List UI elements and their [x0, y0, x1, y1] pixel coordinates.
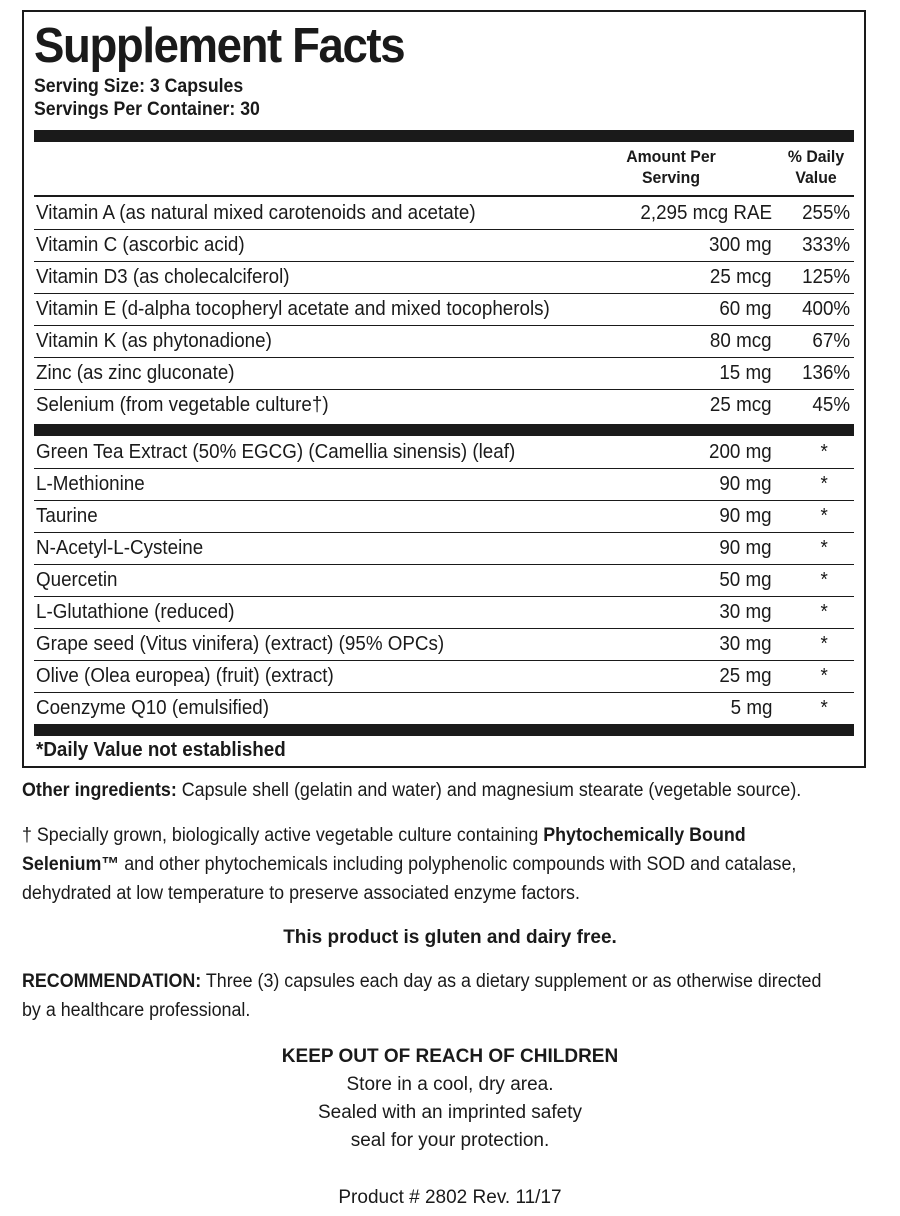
amount-per-serving: 300 mg	[709, 234, 772, 256]
bottom-thick-rule	[34, 724, 854, 736]
header-dv-line2: Value	[795, 168, 837, 187]
daily-value: *	[820, 633, 828, 655]
nutrient-name: Vitamin A (as natural mixed carotenoids and acetate)	[36, 202, 476, 224]
table-row	[34, 229, 854, 262]
top-thick-rule	[34, 130, 854, 142]
servings-per-container: Servings Per Container: 30	[34, 99, 260, 120]
header-amount-line1: Amount Per	[626, 147, 716, 166]
table-row	[34, 596, 854, 629]
nutrient-name: Taurine	[36, 505, 98, 527]
dagger-note-bold-b: Selenium™	[22, 854, 120, 875]
nutrient-name: Selenium (from vegetable culture†)	[36, 394, 329, 416]
amount-per-serving: 50 mg	[719, 569, 772, 591]
table-row	[34, 436, 854, 469]
daily-value: 45%	[812, 394, 850, 416]
warning-line1: Store in a cool, dry area.	[346, 1074, 554, 1095]
daily-value: *	[820, 569, 828, 591]
nutrient-name: Coenzyme Q10 (emulsified)	[36, 697, 270, 719]
dagger-note-text-b: and other phytochemicals including polyphenolic compounds with SOD and catalase,	[119, 854, 797, 875]
daily-value: *	[820, 537, 828, 559]
panel-inner	[34, 12, 854, 766]
header-amount-per-serving	[611, 146, 732, 188]
daily-value: 400%	[801, 298, 850, 320]
amount-per-serving: 25 mg	[719, 665, 772, 687]
amount-per-serving: 30 mg	[719, 601, 772, 623]
table-row	[34, 325, 854, 358]
nutrient-name: L-Glutathione (reduced)	[36, 601, 235, 623]
table-row	[34, 389, 854, 421]
nutrient-name: Vitamin K (as phytonadione)	[36, 330, 272, 352]
supplement-facts-panel	[22, 10, 866, 768]
nutrient-name: Vitamin E (d-alpha tocopheryl acetate and mixed tocopherols)	[36, 298, 550, 320]
amount-per-serving: 5 mg	[730, 697, 772, 719]
daily-value: 255%	[801, 202, 850, 224]
amount-per-serving: 90 mg	[719, 505, 772, 527]
header-daily-value	[779, 146, 853, 188]
daily-value: *	[820, 441, 828, 463]
product-code: Product # 2802 Rev. 11/17	[338, 1187, 562, 1208]
table-row	[34, 564, 854, 597]
table-row	[34, 293, 854, 326]
nutrient-name: Quercetin	[36, 569, 118, 591]
nutrient-name: Green Tea Extract (50% EGCG) (Camellia sinensis) (leaf)	[36, 441, 516, 463]
table-row	[34, 468, 854, 501]
other-ingredients-text: Capsule shell (gelatin and water) and magnesium stearate (vegetable source).	[176, 780, 802, 801]
table-row	[34, 532, 854, 565]
amount-per-serving: 25 mcg	[710, 266, 772, 288]
amount-per-serving: 2,295 mcg RAE	[640, 202, 772, 224]
amount-per-serving: 90 mg	[719, 537, 772, 559]
warning-heading: KEEP OUT OF REACH OF CHILDREN	[281, 1046, 619, 1067]
daily-value: *	[820, 473, 828, 495]
warning-line2: Sealed with an imprinted safety	[317, 1102, 583, 1123]
dagger-note-bold-a: Phytochemically Bound	[543, 825, 746, 846]
header-amount-line2: Serving	[641, 168, 700, 187]
table-row	[34, 692, 854, 724]
nutrient-name: Zinc (as zinc gluconate)	[36, 362, 235, 384]
dagger-note-line3: dehydrated at low temperature to preserve associated enzyme factors.	[22, 883, 580, 904]
other-ingredients-label: Other ingredients:	[22, 780, 177, 801]
table-row	[34, 261, 854, 294]
nutrient-name: N-Acetyl-L-Cysteine	[36, 537, 204, 559]
table-row	[34, 628, 854, 661]
nutrient-name: Olive (Olea europea) (fruit) (extract)	[36, 665, 334, 687]
daily-value: 67%	[812, 330, 850, 352]
amount-per-serving: 200 mg	[709, 441, 772, 463]
other-ingredients	[22, 776, 801, 805]
gluten-dairy-free: This product is gluten and dairy free.	[283, 927, 617, 948]
recommendation-text: Three (3) capsules each day as a dietary supplement or as otherwise directed	[201, 971, 822, 992]
daily-value: *	[820, 665, 828, 687]
table-row	[34, 357, 854, 390]
daily-value: 125%	[801, 266, 850, 288]
nutrient-name: Vitamin C (ascorbic acid)	[36, 234, 245, 256]
daily-value: 136%	[801, 362, 850, 384]
daily-value: *	[820, 505, 828, 527]
amount-per-serving: 90 mg	[719, 473, 772, 495]
amount-per-serving: 60 mg	[719, 298, 772, 320]
panel-title: Supplement Facts	[34, 19, 405, 73]
nutrient-name: Grape seed (Vitus vinifera) (extract) (95% OPCs)	[36, 633, 445, 655]
serving-size: Serving Size: 3 Capsules	[34, 76, 244, 97]
daily-value: *	[820, 697, 828, 719]
daily-value: *	[820, 601, 828, 623]
daily-value: 333%	[801, 234, 850, 256]
table-row	[34, 197, 854, 230]
amount-per-serving: 80 mcg	[710, 330, 772, 352]
dagger-note-line1	[22, 821, 746, 850]
header-dv-line1: % Daily	[787, 147, 845, 166]
table-row	[34, 660, 854, 693]
recommendation-line2: by a healthcare professional.	[22, 1000, 251, 1021]
nutrient-name: Vitamin D3 (as cholecalciferol)	[36, 266, 290, 288]
warning-line3: seal for your protection.	[350, 1130, 550, 1151]
table-row	[34, 500, 854, 533]
middle-thick-rule	[34, 424, 854, 436]
amount-per-serving: 30 mg	[719, 633, 772, 655]
recommendation-line1	[22, 967, 821, 996]
nutrient-name: L-Methionine	[36, 473, 145, 495]
dagger-note-line2	[22, 850, 796, 879]
amount-per-serving: 25 mcg	[710, 394, 772, 416]
daily-value-footnote: *Daily Value not established	[36, 739, 286, 761]
recommendation-label: RECOMMENDATION:	[22, 971, 202, 992]
dagger-note-text-a: † Specially grown, biologically active vegetable culture containing	[22, 825, 544, 846]
amount-per-serving: 15 mg	[719, 362, 772, 384]
